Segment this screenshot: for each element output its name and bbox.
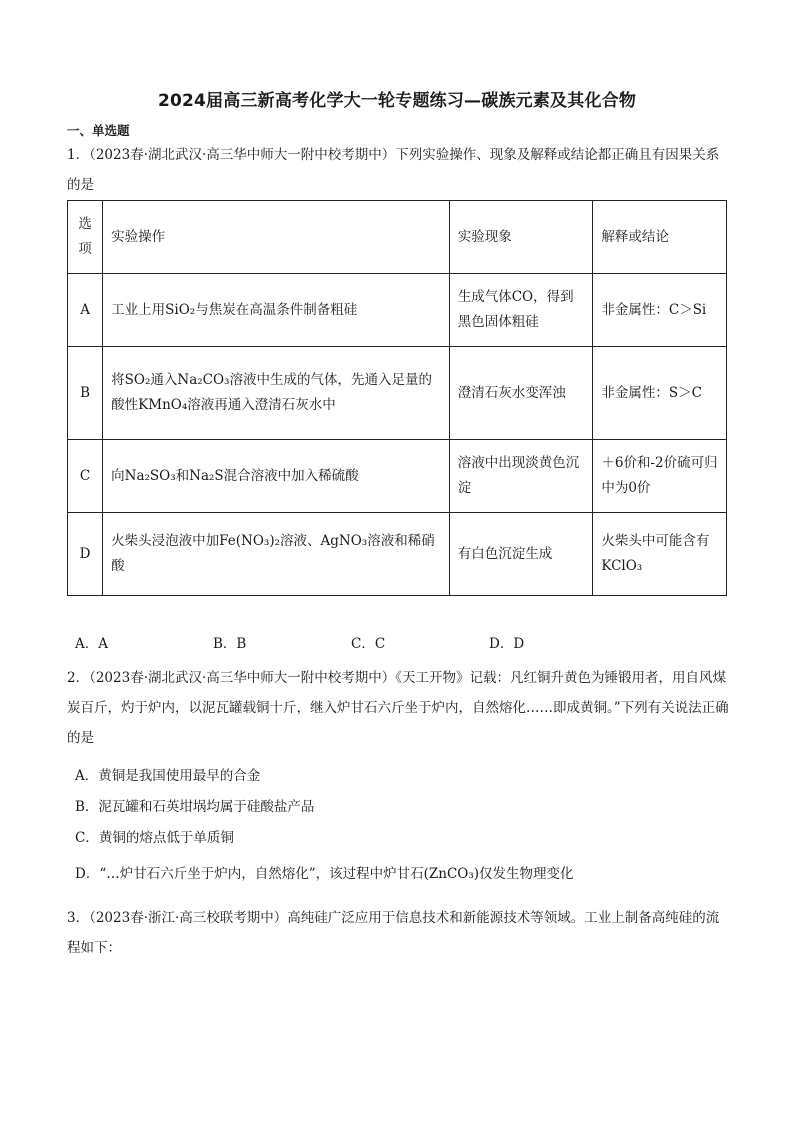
row-operation: 工业上用SiO₂与焦炭在高温条件制备粗硅 — [103, 274, 450, 347]
choice-c: C．C — [351, 636, 386, 652]
row-operation: 火柴头浸泡液中加Fe(NO₃)₂溶液、AgNO₃溶液和稀硝酸 — [103, 513, 450, 596]
header-phenomenon: 实验现象 — [449, 201, 593, 274]
question-2-option-c: C．黄铜的熔点低于单质铜 — [75, 830, 234, 846]
question-3-stem: 3．（2023春·浙江·高三校联考期中）高纯硅广泛应用于信息技术和新能源技术等领域。工业上制备高纯硅的流程如下： — [67, 910, 720, 956]
row-conclusion: ＋6价和-2价硫可归中为0价 — [593, 440, 727, 513]
question-2-option-a: A．黄铜是我国使用最早的合金 — [75, 768, 261, 784]
row-phenomenon: 溶液中出现淡黄色沉淀 — [449, 440, 593, 513]
table-row — [68, 513, 727, 596]
row-option: D — [68, 513, 103, 596]
row-operation: 将SO₂通入Na₂CO₃溶液中生成的气体，先通入足量的酸性KMnO₄溶液再通入澄清石灰水中 — [103, 347, 450, 440]
table-row — [68, 440, 727, 513]
question-2-option-d: D．“…炉甘石六斤坐于炉内，自然熔化”，该过程中炉甘石(ZnCO₃)仅发生物理变化 — [75, 866, 574, 882]
row-conclusion: 火柴头中可能含有KClO₃ — [593, 513, 727, 596]
experiment-table — [67, 200, 727, 596]
question-1-choices — [75, 632, 735, 652]
header-conclusion: 解释或结论 — [593, 201, 727, 274]
row-conclusion: 非金属性：S＞C — [593, 347, 727, 440]
question-1-stem: 1．（2023春·湖北武汉·高三华中师大一附中校考期中）下列实验操作、现象及解释或结论都正确且有因果关系的是 — [67, 147, 720, 193]
row-operation: 向Na₂SO₃和Na₂S混合溶液中加入稀硫酸 — [103, 440, 450, 513]
page-title: 2024届高三新高考化学大一轮专题练习—碳族元素及其化合物 — [157, 91, 637, 111]
row-option: A — [68, 274, 103, 347]
table-header-row — [68, 201, 727, 274]
header-operation: 实验操作 — [103, 201, 450, 274]
question-2-stem: 2．（2023春·湖北武汉·高三华中师大一附中校考期中）《天工开物》记载：凡红铜升黄色为锤锻用者，用自风煤炭百斤，灼于炉内，以泥瓦罐载铜十斤，继入炉甘石六斤坐于炉内，自然熔化……即成黄铜。”下列有关说法正确的是 — [67, 670, 729, 746]
choice-a: A．A — [75, 636, 108, 652]
row-conclusion: 非金属性：C＞Si — [593, 274, 727, 347]
table-row — [68, 274, 727, 347]
row-option: B — [68, 347, 103, 440]
table-row — [68, 347, 727, 440]
question-2-option-b: B．泥瓦罐和石英坩埚均属于硅酸盐产品 — [75, 799, 315, 815]
choice-d: D．D — [489, 636, 525, 652]
row-phenomenon: 澄清石灰水变浑浊 — [449, 347, 593, 440]
row-phenomenon: 有白色沉淀生成 — [449, 513, 593, 596]
header-option: 选项 — [68, 201, 103, 274]
section-heading: 一、单选题 — [67, 123, 130, 138]
choice-b: B．B — [213, 636, 247, 652]
row-phenomenon: 生成气体CO，得到黑色固体粗硅 — [449, 274, 593, 347]
row-option: C — [68, 440, 103, 513]
